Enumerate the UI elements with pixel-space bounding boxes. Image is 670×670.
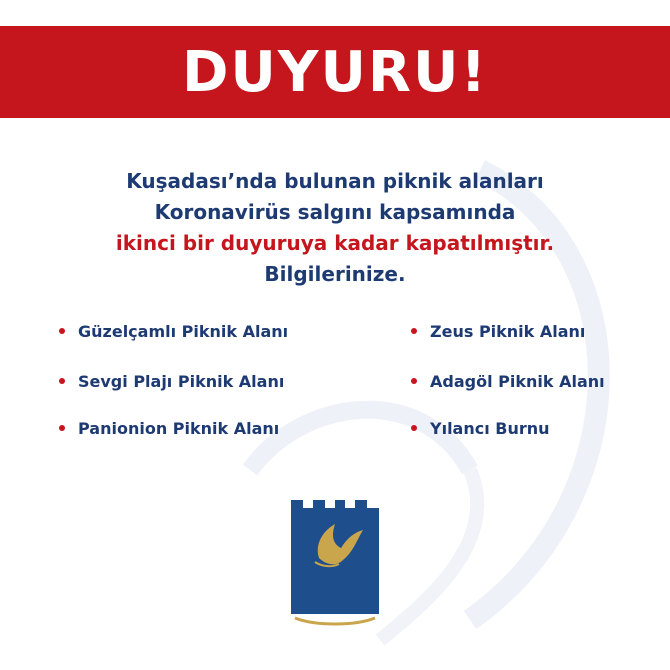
list-item — [59, 318, 288, 344]
message-line-4: Bilgilerinize. — [264, 262, 406, 286]
message-line-1: Kuşadası’nda bulunan piknik alanları — [126, 169, 544, 193]
bullet-icon — [59, 328, 65, 334]
bullet-icon — [411, 378, 417, 384]
list-item — [411, 368, 605, 394]
list-item-label: Güzelçamlı Piknik Alanı — [78, 321, 289, 341]
list-item-label: Panionion Piknik Alanı — [78, 418, 280, 438]
municipality-logo — [291, 500, 379, 630]
message-line-3: ikinci bir duyuruya kadar kapatılmıştır. — [115, 231, 555, 255]
list-item — [411, 318, 585, 344]
announcement-banner — [0, 26, 670, 118]
bullet-icon — [59, 425, 65, 431]
list-item-label: Sevgi Plajı Piknik Alanı — [78, 371, 285, 391]
bullet-icon — [59, 378, 65, 384]
banner-title: DUYURU! — [181, 39, 489, 105]
announcement-message — [0, 166, 670, 290]
list-item-label: Yılancı Burnu — [430, 418, 550, 438]
list-item-label: Zeus Piknik Alanı — [430, 321, 586, 341]
list-item — [59, 368, 284, 394]
message-line-2: Koronavirüs salgını kapsamında — [154, 200, 516, 224]
bullet-icon — [411, 328, 417, 334]
bullet-icon — [411, 425, 417, 431]
list-item — [59, 415, 279, 441]
list-item — [411, 415, 550, 441]
list-item-label: Adagöl Piknik Alanı — [430, 371, 605, 391]
